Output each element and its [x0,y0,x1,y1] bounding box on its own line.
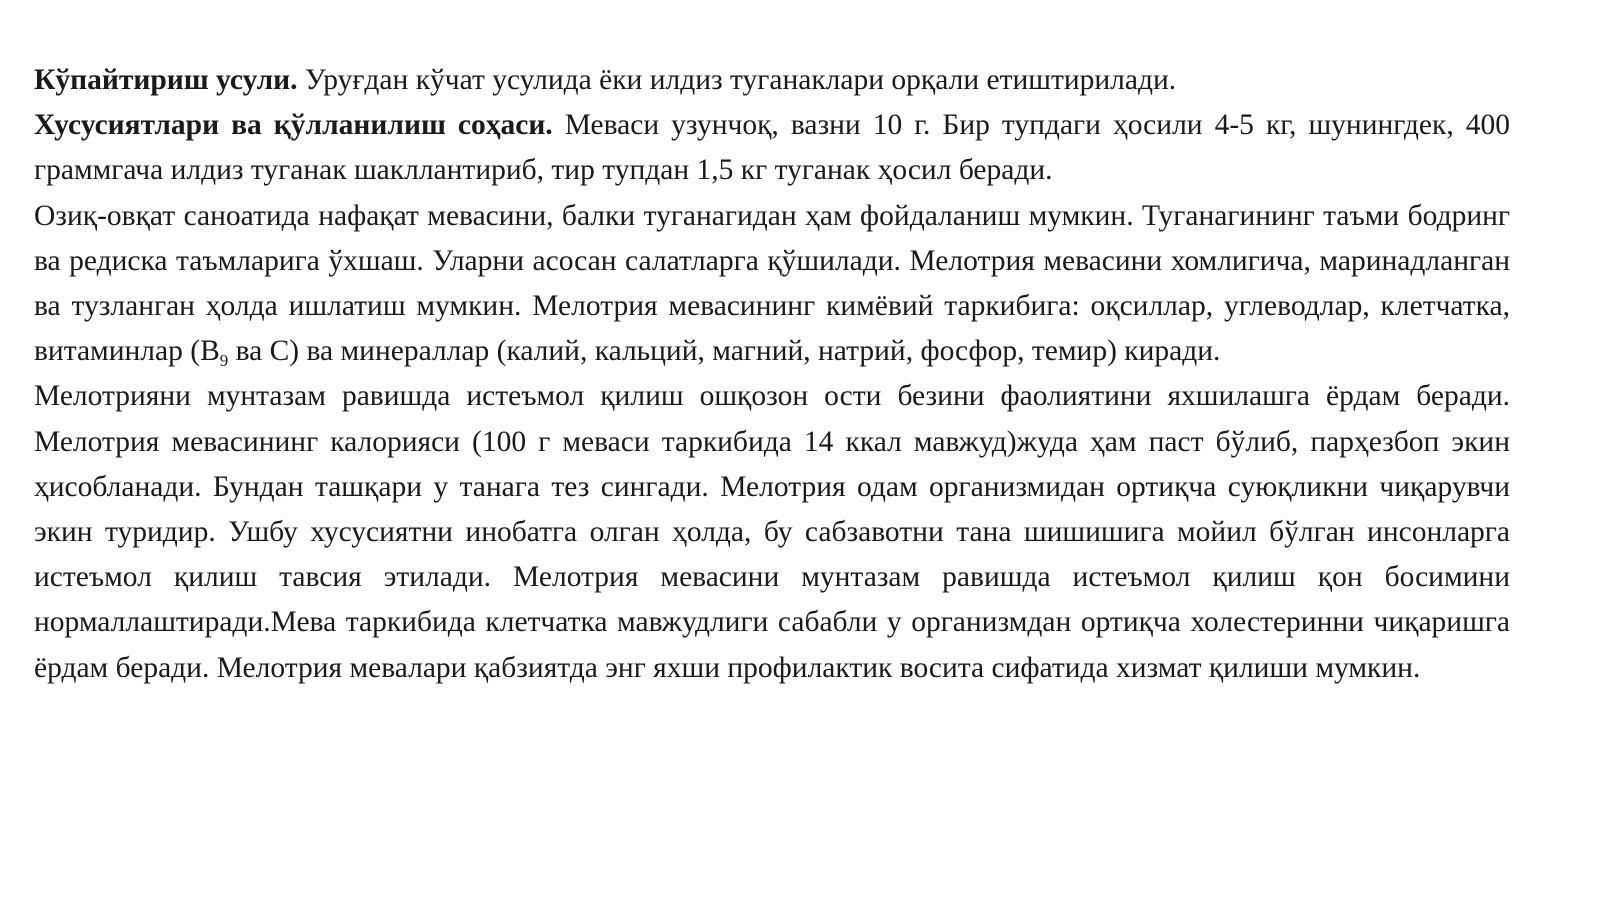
heading-features: Хусусиятлари ва қўлланилиш соҳаси. [34,109,553,142]
text-food-industry-after: ва С) ва минераллар (калий, кальций, магний, натрий, фосфор, темир) киради. [228,335,1221,368]
vitamin-subscript: 9 [219,351,229,371]
text-propagation: Уруғдан кўчат усулида ёки илдиз туганаклари орқали етиштирилади. [297,64,1177,96]
document-page [34,58,1510,691]
paragraph-food-industry [34,194,1510,375]
paragraph-propagation [34,58,1510,103]
text-features: Меваси узунчоқ, вазни 10 г. Бир тупдаги ҳосили 4-5 кг, шунингдек, 400 граммгача илдиз туганак шакллантириб, тир тупдан 1,5 кг туганак ҳосил беради. [34,109,1510,187]
text-food-industry-before: Озиқ-овқат саноатида нафақат мевасини, балки туганагидан ҳам фойдаланиш мумкин. Туганагининг таъми бодринг ва редиска таъмларига ўхшаш. Уларни асосан салатларга қўшилади. Мелотрия мевасини хомлигича, маринадланган ва тузланган ҳолда ишлатиш мумкин. Мелотрия мевасининг кимёвий таркибига: оқсиллар, углеводлар, клетчатка, витаминлар (В [34,199,1510,368]
text-health-benefits: Мелотрияни мунтазам равишда истеъмол қилиш ошқозон ости безини фаолиятини яхшилашга ёрдам беради. Мелотрия мевасининг калорияси (100 г меваси таркибида 14 ккал мавжуд)жуда ҳам паст бўлиб, парҳезбоп экин ҳисобланади. Бундан ташқари у танага тез сингади. Мелотрия одам организмидан ортиқча суюқликни чиқарувчи экин туридир. Ушбу хусусиятни инобатга олган ҳолда, бу сабзавотни тана шишишига мойил бўлган инсонларга истеъмол қилиш тавсия этилади. Мелотрия мевасини мунтазам равишда истеъмол қилиш қон босимини нормаллаштиради.Мева таркибида клетчатка мавжудлиги сабабли у организмдан ортиқча холестеринни чиқаришга ёрдам беради. Мелотрия мевалари қабзиятда энг яхши профилактик восита сифатида хизмат қилиши мумкин. [34,380,1510,684]
heading-propagation: Кўпайтириш усули. [34,64,298,96]
paragraph-health-benefits [34,374,1510,690]
paragraph-features [34,103,1510,193]
